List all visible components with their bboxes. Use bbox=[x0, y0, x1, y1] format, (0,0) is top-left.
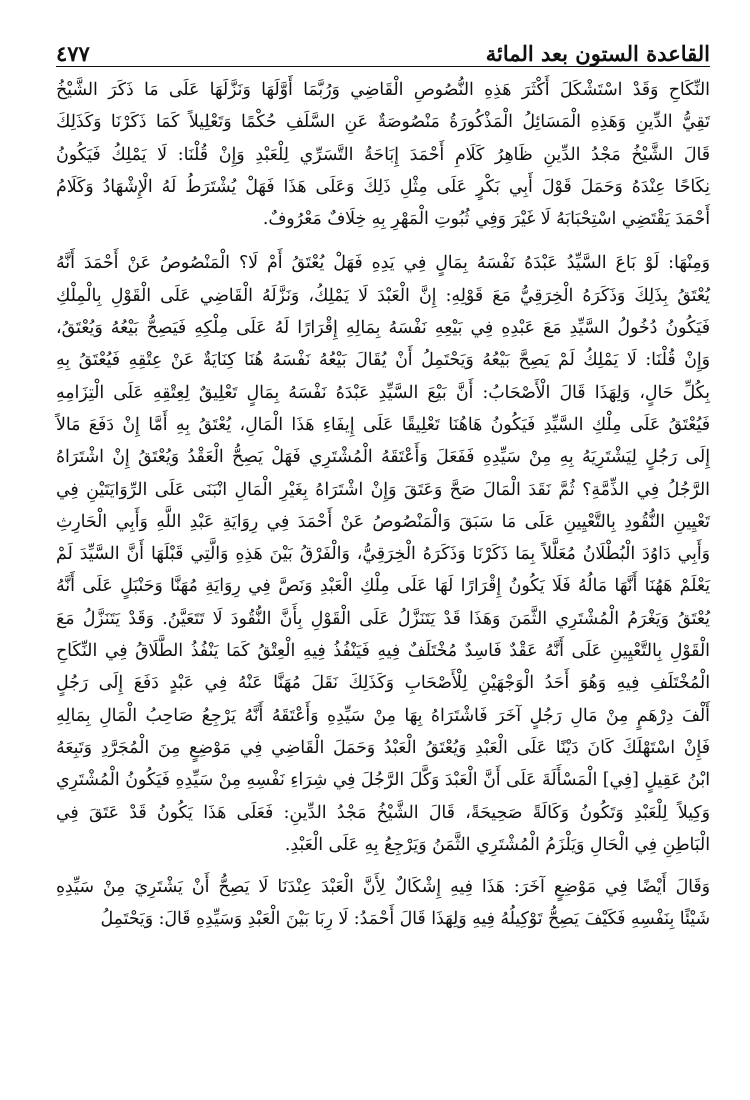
text-line: بِكُلِّ حَالٍ، وَلِهَذَا قَالَ الْأَصْحَابُ: أَنَّ بَيْعَ السَّيِّدِ عَبْدَهُ نَفْسَهُ بِمَالٍ تَعْلِيقٌ لِعِتْقِهِ عَلَى الْتِزَامِهِ bbox=[56, 382, 710, 403]
page-body bbox=[56, 74, 710, 936]
text-line: وَمِنْهَا: لَوْ بَاعَ السَّيِّدُ عَبْدَهُ نَفْسَهُ بِمَالٍ فِي يَدِهِ فَهَلْ يُعْتَقُ أَمْ لَا؟ الْمَنْصُوصُ عَنْ أَحْمَدَ أَنَّهُ bbox=[56, 253, 710, 274]
text-line: قَالَ الشَّيْخُ مَجْدُ الدِّينِ ظَاهِرُ كَلَامِ أَحْمَدَ إِبَاحَةُ التَّسَرِّي لِلْعَبْدِ وَإِنْ قُلْنَا: لَا يَمْلِكُ فَيَكُونُ bbox=[56, 144, 710, 165]
paragraph bbox=[56, 247, 710, 861]
text-line: وَكِيلاً لِلْعَبْدِ وَتَكُونُ وَكَالَةً صَحِيحَةً، قَالَ الشَّيْخُ مَجْدُ الدِّينِ: فَعَلَى هَذَا يَكُونُ قَدْ عَتَقَ فِي bbox=[56, 802, 711, 823]
text-line: الْمُخْتَلَفِ فِيهِ وَهُوَ أَحَدُ الْوَجْهَيْنِ لِلْأَصْحَابِ وَكَذَلِكَ نَقَلَ مُهَنَّا عَنْهُ فِي عَبْدٍ دَفَعَ إِلَى رَجُلٍ bbox=[56, 673, 710, 694]
paragraph-gap bbox=[56, 235, 710, 247]
text-line: ابْنُ عَقِيلٍ [فِي] الْمَسْأَلَةَ عَلَى أَنَّ الْعَبْدَ وَكَّلَ الرَّجُلَ فِي شِرَاءِ نَفْسِهِ مِنْ سَيِّدِهِ فَيَكُونُ الْمُشْتَرِي bbox=[55, 770, 710, 791]
text-line: تَقِيُّ الدِّينِ وَهَذِهِ الْمَسَائِلُ الْمَذْكُورَةُ مَنْصُوصَةٌ عَنِ السَّلَفِ حُكْمًا وَتَعْلِيلاً كَمَا ذَكَرْنَا وَكَذَلِكَ bbox=[56, 112, 710, 133]
text-line: أَلْفَ دِرْهَمٍ مِنْ مَالِ رَجُلٍ آخَرَ فَاشْتَرَاهُ بِهَا مِنْ سَيِّدِهِ وَأَعْتَقَهُ أَنَّهُ يَرْجِعُ صَاحِبُ الْمَالِ بِمَالِهِ bbox=[56, 705, 710, 726]
text-line: وَقَالَ أَيْضًا فِي مَوْضِعٍ آخَرَ: هَذَا فِيهِ إِشْكَالٌ لِأَنَّ الْعَبْدَ عِنْدَنَا لَا يَصِحُّ أَنْ يَشْتَرِيَ مِنْ سَيِّدِهِ bbox=[56, 877, 710, 898]
page-number: ٤٧٧ bbox=[56, 41, 90, 66]
text-line: تَعْيِينِ النُّقُودِ بِالتَّعْيِينِ عَلَى مَا سَبَقَ وَالْمَنْصُوصُ عَنْ أَحْمَدَ فِي رِوَايَةِ عَبْدِ اللَّهِ وَأَبِي الْحَارِثِ bbox=[56, 511, 710, 532]
text-line: الرَّجُلُ فِي الذِّمَّةِ؟ ثُمَّ نَقَدَ الْمَالَ صَحَّ وَعَتَقَ وَإِنْ اشْتَرَاهُ بِغَيْرِ الْمَالِ انْبَنَى عَلَى الرِّوَايَتَيْنِ فِي bbox=[56, 479, 710, 500]
paragraph-gap bbox=[56, 861, 710, 871]
text-line: يُعْتَقُ وَيَغْرَمُ الْمُشْتَرِي الثَّمَنَ وَهَذَا قَدْ يَتَنَزَّلُ عَلَى الْقَوْلِ بِأَنَّ النُّقُودَ لَا تَتَعَيَّنُ. وَقَدْ يَتَنَزَّلُ مَعَ bbox=[56, 608, 710, 629]
paragraph bbox=[56, 871, 710, 936]
running-title: القاعدة الستون بعد المائة bbox=[485, 41, 710, 66]
text-line: يَعْلَمْ هَهُنَا أَنَّهَا مَالُهُ فَلَا يَكُونُ إِقْرَارًا لَهَا عَلَى مِلْكِ الْعَبْدِ وَنَصَّ فِي رِوَايَةِ مُهَنَّا وَحَنْبَلٍ عَلَى أَنَّهُ bbox=[56, 576, 710, 597]
paragraph bbox=[56, 74, 710, 235]
page-header bbox=[56, 30, 710, 64]
text-line: النِّكَاحِ وَقَدْ اسْتَشْكَلَ أَكْثَرَ هَذِهِ النُّصُوصِ الْقَاضِي وَرُبَّمَا أَوَّلَهَا وَنَزَّلَهَا عَلَى مَا ذَكَرَ الشَّيْخُ bbox=[56, 80, 710, 100]
text-line: فَيُعْتَقُ عَلَى مِلْكِ السَّيِّدِ فَيَكُونُ هَاهُنَا تَعْلِيقًا عَلَى إِيفَاءِ هَذَا الْمَالِ، يُعْتَقُ بِهِ أَمَّا إِنْ دَفَعَ مَالاً bbox=[56, 414, 710, 435]
text-line: شَيْئًا بِنَفْسِهِ فَكَيْفَ يَصِحُّ تَوْكِيلُهُ فِيهِ وَلِهَذَا قَالَ أَحْمَدُ: لَا رِبَا بَيْنَ الْعَبْدِ وَسَيِّدِهِ قَالَ: وَيَحْتَمِلُ bbox=[100, 909, 710, 930]
text-line: الْقَوْلِ بِالتَّعْيِينِ عَلَى أَنَّهُ عَقْدٌ فَاسِدٌ مُخْتَلَفٌ فِيهِ فَيَنْفُذُ فِيهِ الْعِتْقُ كَمَا يَنْفُذُ الطَّلَاقُ فِي النِّكَاحِ bbox=[56, 641, 710, 662]
text-line: فَيَكُونُ دُخُولُ السَّيِّدِ مَعَ عَبْدِهِ فِي بَيْعِهِ نَفْسَهُ بِمَالِهِ إِقْرَارًا لَهُ عَلَى مِلْكِهِ فَيَصِحُّ بَيْعُهُ وَيُعْتَقُ، bbox=[56, 318, 710, 339]
text-line: الْبَاطِنِ فِي الْحَالِ وَيَلْزَمُ الْمُشْتَرِي الثَّمَنُ وَيَرْجِعُ بِهِ عَلَى الْعَبْدِ. bbox=[284, 834, 710, 855]
text-line: أَحْمَدَ يَقْتَضِي اسْتِحْبَابَهُ لَا غَيْرَ وَفِي ثُبُوتِ الْمَهْرِ بِهِ خِلَافٌ مَعْرُوفٌ. bbox=[262, 209, 710, 230]
text-line: يُعْتَقُ بِذَلِكَ وَذَكَرَهُ الْخِرَقِيُّ مَعَ قَوْلِهِ: إِنَّ الْعَبْدَ لَا يَمْلِكُ، وَنَزَّلَهُ الْقَاضِي عَلَى الْقَوْلِ بِالْمِلْكِ bbox=[56, 285, 710, 306]
text-line: وَأَبِي دَاوُدَ الْبُطْلَانُ مُعَلَّلاً بِمَا ذَكَرْنَا وَذَكَرَهُ الْخِرَقِيُّ، وَالْفَرْقُ بَيْنَ هَذِهِ وَالَّتِي قَبْلَهَا أَنَّ السَّيِّدَ لَمْ bbox=[56, 544, 710, 565]
text-line: إِلَى رَجُلٍ لِيَشْتَرِيَهُ بِهِ مِنْ سَيِّدِهِ فَفَعَلَ وَأَعْتَقَهُ الْمُشْتَرِي فَهَلْ يَصِحُّ الْعَقْدُ وَيُعْتَقُ إِنْ اشْتَرَاهُ bbox=[56, 447, 710, 468]
text-line: نِكَاحًا عِنْدَهُ وَحَمَلَ قَوْلَ أَبِي بَكْرٍ عَلَى مِثْلِ ذَلِكَ وَعَلَى هَذَا فَهَلْ يُشْتَرَطُ لَهُ الْإِشْهَادُ وَكَلَامُ bbox=[56, 176, 710, 197]
text-line: فَإِنْ اسْتَهْلَكَ كَانَ دَيْنًا عَلَى الْعَبْدِ وَيُعْتَقُ الْعَبْدُ وَحَمَلَ الْقَاضِي فِي مَوْضِعٍ مِنَ الْمُجَرَّدِ وَتَبِعَهُ bbox=[56, 737, 710, 758]
header-rule bbox=[56, 66, 710, 67]
text-line: وَإِنْ قُلْنَا: لَا يَمْلِكُ لَمْ يَصِحَّ بَيْعُهُ وَيَحْتَمِلُ أَنْ يُقَالَ بَيْعُهُ نَفْسَهُ هُنَا كِنَايَةٌ عَنْ عِتْقِهِ فَيُعْتَقُ بِهِ bbox=[56, 350, 710, 371]
